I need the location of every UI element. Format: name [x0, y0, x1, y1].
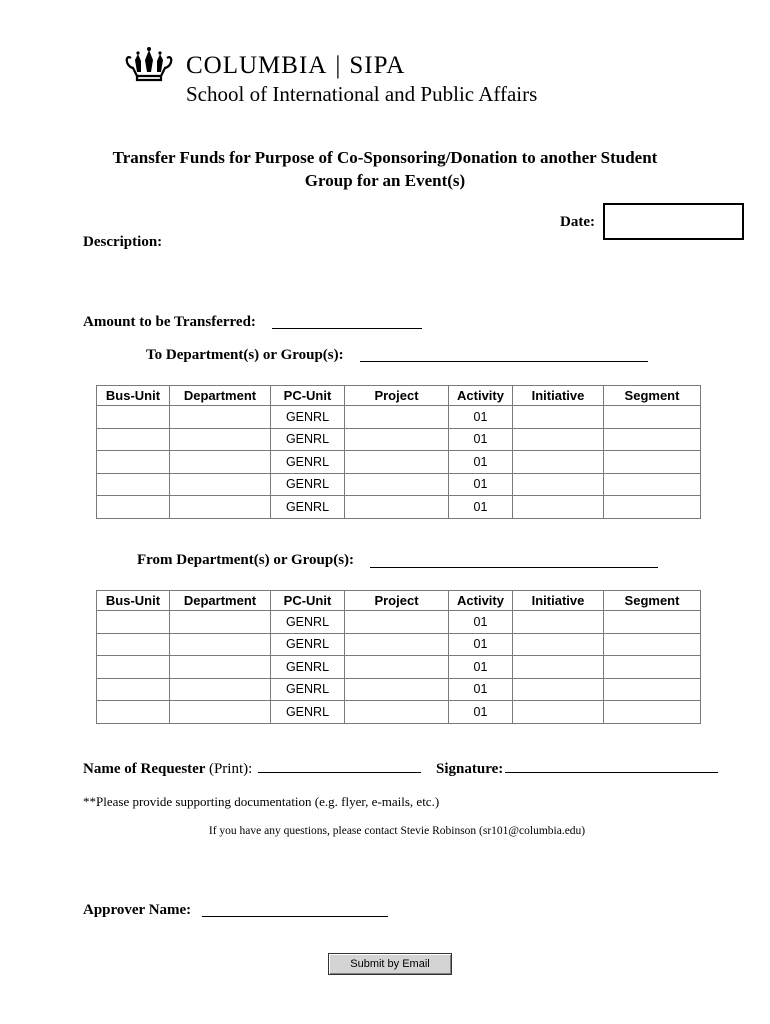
from-cell[interactable]	[170, 611, 271, 634]
school-name: School of International and Public Affairs	[186, 82, 538, 106]
from-cell[interactable]	[604, 633, 701, 656]
to-table-row	[97, 473, 701, 496]
to-cell[interactable]: 01	[449, 496, 513, 519]
from-cell[interactable]: 01	[449, 701, 513, 724]
from-cell[interactable]	[97, 701, 170, 724]
requester-name-field[interactable]	[258, 772, 421, 773]
to-column-header: Initiative	[513, 386, 604, 406]
from-cell[interactable]	[170, 656, 271, 679]
logo-wordmark: COLUMBIA | SIPA	[186, 52, 406, 79]
to-table-row	[97, 496, 701, 519]
from-table-row	[97, 633, 701, 656]
to-cell[interactable]: GENRL	[271, 451, 345, 474]
from-table-row	[97, 611, 701, 634]
description-label: Description:	[83, 234, 163, 250]
to-cell[interactable]	[345, 428, 449, 451]
to-table-row	[97, 451, 701, 474]
from-cell[interactable]	[345, 633, 449, 656]
from-cell[interactable]	[97, 678, 170, 701]
to-cell[interactable]	[513, 473, 604, 496]
from-table-row	[97, 656, 701, 679]
from-cell[interactable]: 01	[449, 656, 513, 679]
amount-field[interactable]	[272, 328, 422, 329]
from-cell[interactable]	[513, 701, 604, 724]
to-cell[interactable]: GENRL	[271, 473, 345, 496]
form-title-line1: Transfer Funds for Purpose of Co-Sponsoring/Donation to another Student	[112, 148, 658, 167]
to-column-header: Department	[170, 386, 271, 406]
to-column-header: Bus-Unit	[97, 386, 170, 406]
to-cell[interactable]: 01	[449, 428, 513, 451]
form-title	[60, 146, 710, 192]
to-cell[interactable]: 01	[449, 451, 513, 474]
from-column-header: Project	[345, 591, 449, 611]
from-cell[interactable]	[170, 678, 271, 701]
to-cell[interactable]	[97, 406, 170, 429]
from-column-header: Segment	[604, 591, 701, 611]
from-cell[interactable]	[513, 633, 604, 656]
to-cell[interactable]	[513, 406, 604, 429]
requester-label-text: Name of Requester	[83, 761, 206, 777]
to-group-label: To Department(s) or Group(s):	[146, 347, 344, 363]
to-table-header	[97, 386, 701, 406]
signature-field[interactable]	[505, 772, 718, 773]
to-table-row	[97, 406, 701, 429]
to-table-row	[97, 428, 701, 451]
from-column-header: PC-Unit	[271, 591, 345, 611]
from-cell[interactable]	[604, 656, 701, 679]
date-label: Date:	[560, 214, 595, 230]
from-cell[interactable]	[604, 678, 701, 701]
from-group-field[interactable]	[370, 567, 658, 568]
from-cell[interactable]	[345, 678, 449, 701]
to-group-field[interactable]	[360, 361, 648, 362]
amount-label: Amount to be Transferred:	[83, 314, 256, 330]
requester-label	[83, 761, 252, 778]
to-cell[interactable]: 01	[449, 406, 513, 429]
to-cell[interactable]	[604, 406, 701, 429]
to-column-header: Activity	[449, 386, 513, 406]
to-accounts-table	[96, 385, 701, 519]
to-cell[interactable]: GENRL	[271, 406, 345, 429]
to-cell[interactable]	[604, 451, 701, 474]
to-cell[interactable]: GENRL	[271, 496, 345, 519]
date-field[interactable]	[603, 203, 744, 240]
from-cell[interactable]: GENRL	[271, 611, 345, 634]
from-cell[interactable]: GENRL	[271, 633, 345, 656]
to-cell[interactable]	[97, 496, 170, 519]
from-column-header: Bus-Unit	[97, 591, 170, 611]
from-group-label: From Department(s) or Group(s):	[137, 552, 355, 568]
to-cell[interactable]	[97, 451, 170, 474]
submit-by-email-button[interactable]: Submit by Email	[328, 953, 452, 975]
from-column-header: Initiative	[513, 591, 604, 611]
from-table-row	[97, 701, 701, 724]
to-column-header: Project	[345, 386, 449, 406]
from-cell[interactable]	[345, 656, 449, 679]
to-cell[interactable]	[170, 406, 271, 429]
from-accounts-table	[96, 590, 701, 724]
signature-label: Signature:	[436, 761, 504, 777]
to-cell[interactable]	[170, 428, 271, 451]
approver-name-field[interactable]	[202, 916, 388, 917]
from-cell[interactable]	[604, 611, 701, 634]
approver-label: Approver Name:	[83, 902, 192, 918]
from-cell[interactable]: GENRL	[271, 678, 345, 701]
to-cell[interactable]	[513, 428, 604, 451]
to-cell[interactable]	[97, 473, 170, 496]
columbia-crown-logo-icon	[123, 46, 175, 82]
from-cell[interactable]: GENRL	[271, 656, 345, 679]
from-cell[interactable]	[345, 701, 449, 724]
from-cell[interactable]	[97, 633, 170, 656]
from-cell[interactable]	[170, 701, 271, 724]
from-cell[interactable]	[513, 656, 604, 679]
from-column-header: Department	[170, 591, 271, 611]
to-cell[interactable]	[170, 496, 271, 519]
from-cell[interactable]	[97, 656, 170, 679]
from-cell[interactable]	[345, 611, 449, 634]
to-cell[interactable]	[170, 473, 271, 496]
to-cell[interactable]	[345, 473, 449, 496]
from-table-row	[97, 678, 701, 701]
to-cell[interactable]	[604, 473, 701, 496]
from-cell[interactable]	[513, 678, 604, 701]
requester-print-text: (Print):	[208, 761, 253, 777]
from-cell[interactable]	[604, 701, 701, 724]
to-cell[interactable]	[97, 428, 170, 451]
to-cell[interactable]	[170, 451, 271, 474]
from-cell[interactable]	[513, 611, 604, 634]
contact-info: If you have any questions, please contact Stevie Robinson (sr101@columbia.edu)	[208, 825, 586, 837]
from-cell[interactable]: GENRL	[271, 701, 345, 724]
to-cell[interactable]	[604, 496, 701, 519]
to-column-header: Segment	[604, 386, 701, 406]
from-cell[interactable]	[97, 611, 170, 634]
to-cell[interactable]	[345, 451, 449, 474]
documentation-note: **Please provide supporting documentation (e.g. flyer, e-mails, etc.)	[83, 794, 440, 809]
from-cell[interactable]: 01	[449, 678, 513, 701]
to-cell[interactable]	[604, 428, 701, 451]
to-cell[interactable]: 01	[449, 473, 513, 496]
to-cell[interactable]	[345, 496, 449, 519]
from-cell[interactable]: 01	[449, 633, 513, 656]
form-title-line2: Group for an Event(s)	[304, 171, 466, 190]
to-cell[interactable]	[345, 406, 449, 429]
from-cell[interactable]: 01	[449, 611, 513, 634]
from-column-header: Activity	[449, 591, 513, 611]
from-table-header	[97, 591, 701, 611]
to-cell[interactable]	[513, 496, 604, 519]
to-cell[interactable]: GENRL	[271, 428, 345, 451]
to-column-header: PC-Unit	[271, 386, 345, 406]
from-cell[interactable]	[170, 633, 271, 656]
to-cell[interactable]	[513, 451, 604, 474]
